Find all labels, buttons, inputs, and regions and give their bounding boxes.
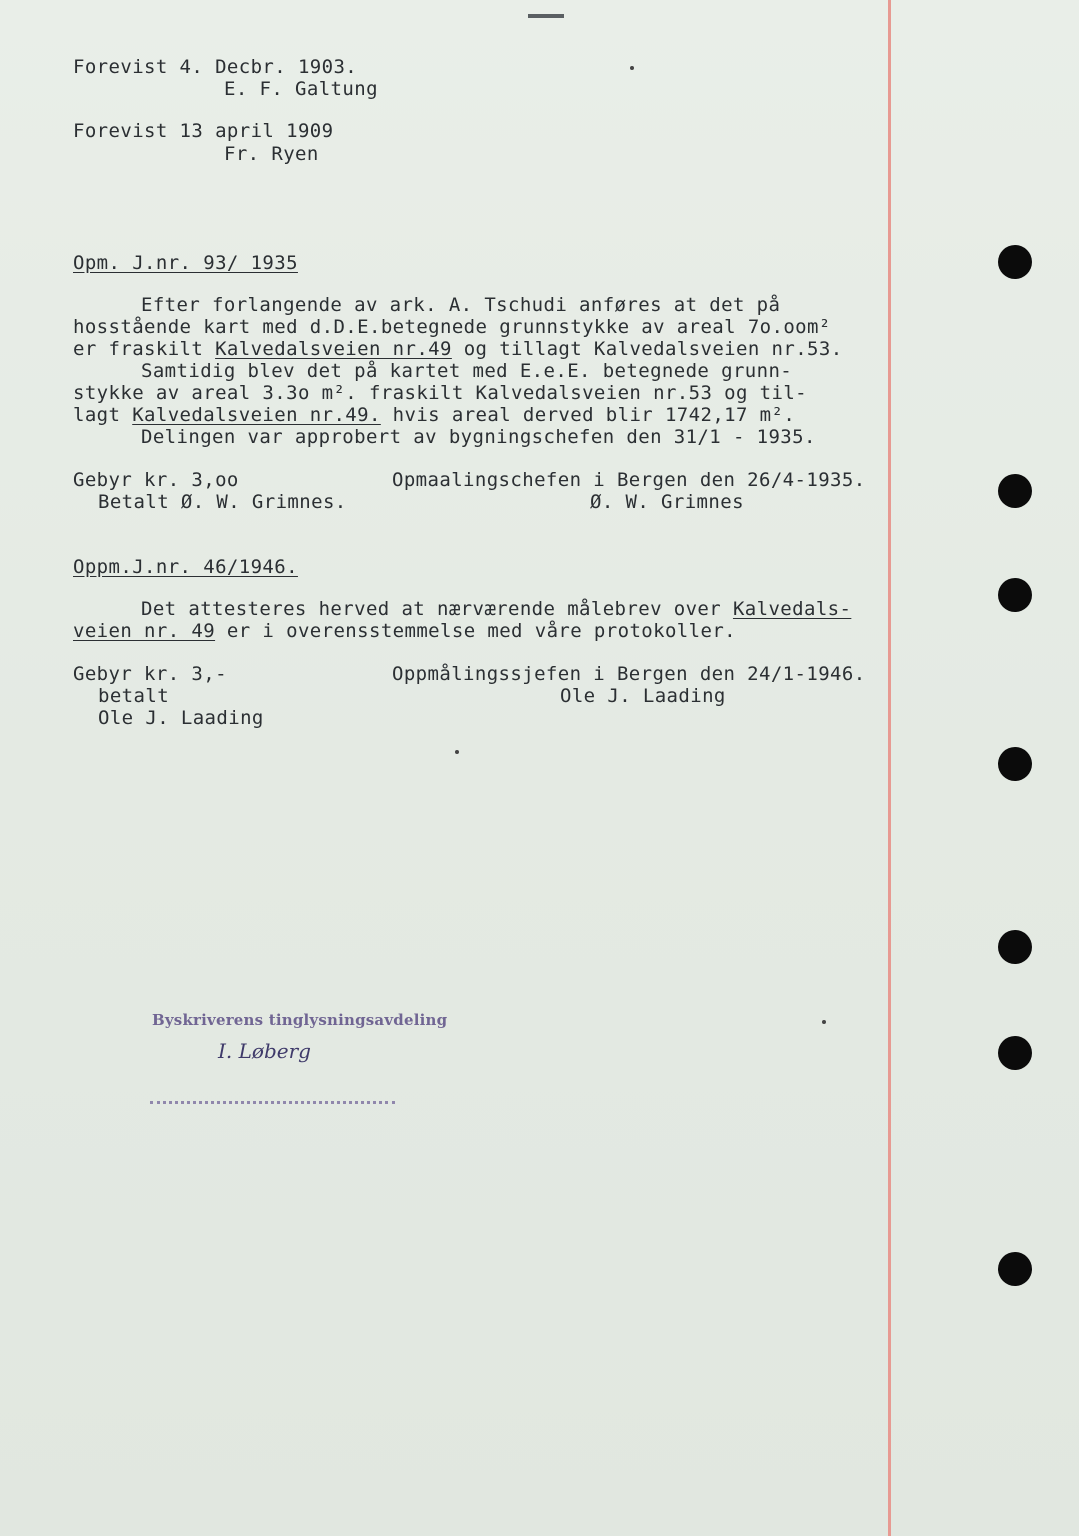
entry1-text-line: Efter forlangende av ark. A. Tschudi anføres at det på bbox=[141, 294, 781, 316]
ink-speck bbox=[630, 66, 634, 70]
entry1-address-underlined: Kalvedalsveien nr.49 bbox=[215, 338, 452, 360]
punch-hole bbox=[998, 1252, 1032, 1286]
entry1-text-line: hosstående kart med d.D.E.betegnede grunnstykke av areal 7o.oom² bbox=[73, 316, 831, 338]
entry1-office-date: Opmaalingschefen i Bergen den 26/4-1935. bbox=[392, 469, 866, 491]
entry2-fee: Gebyr kr. 3,- bbox=[73, 663, 227, 685]
punch-hole bbox=[998, 1036, 1032, 1070]
entry2-address-underlined: Kalvedals- bbox=[732, 598, 852, 620]
entry1-fee: Gebyr kr. 3,oo bbox=[73, 469, 239, 491]
header-line-3: Forevist 13 april 1909 bbox=[73, 120, 334, 142]
punch-hole bbox=[998, 930, 1032, 964]
entry2-text-segment: Det attesteres herved at nærværende målebrev over bbox=[141, 598, 733, 620]
entry1-paid: Betalt Ø. W. Grimnes. bbox=[98, 491, 347, 513]
registry-stamp bbox=[150, 1005, 448, 1115]
ink-speck bbox=[455, 750, 459, 754]
top-edge-mark bbox=[528, 14, 564, 18]
stamp-faded-line bbox=[150, 1087, 395, 1104]
stamp-signature: I. Løberg bbox=[218, 1039, 311, 1063]
entry2-signer: Ole J. Laading bbox=[560, 685, 726, 707]
entry1-text-segment: og tillagt Kalvedalsveien nr.53. bbox=[451, 338, 843, 360]
entry1-text-line: stykke av areal 3.3o m². fraskilt Kalvedalsveien nr.53 og til- bbox=[73, 382, 808, 404]
margin-line bbox=[888, 0, 891, 1536]
entry1-text-line: Delingen var approbert av bygningschefen den 31/1 - 1935. bbox=[141, 426, 816, 448]
entry1-reference: Opm. J.nr. 93/ 1935 bbox=[73, 252, 298, 274]
entry2-address-underlined: veien nr. 49 bbox=[73, 620, 216, 642]
entry2-text-line bbox=[141, 598, 851, 620]
header-line-2: E. F. Galtung bbox=[224, 78, 378, 100]
entry2-text-segment: er i overensstemmelse med våre protokoller. bbox=[215, 620, 736, 642]
entry2-reference: Oppm.J.nr. 46/1946. bbox=[73, 556, 298, 578]
entry1-text-line: Samtidig blev det på kartet med E.e.E. betegnede grunn- bbox=[141, 360, 793, 382]
stamp-title: Byskriverens tinglysningsavdeling bbox=[152, 1011, 448, 1029]
entry2-paid: betalt bbox=[98, 685, 170, 707]
entry1-text-line bbox=[73, 338, 843, 360]
entry1-text-segment: er fraskilt bbox=[73, 338, 216, 360]
entry1-text-segment: lagt bbox=[73, 404, 133, 426]
header-line-4: Fr. Ryen bbox=[224, 143, 319, 165]
punch-hole bbox=[998, 245, 1032, 279]
entry2-office-date: Oppmålingssjefen i Bergen den 24/1-1946. bbox=[392, 663, 866, 685]
ink-speck bbox=[822, 1020, 826, 1024]
punch-hole bbox=[998, 747, 1032, 781]
punch-hole bbox=[998, 474, 1032, 508]
entry1-text-line bbox=[73, 404, 795, 426]
header-line-1: Forevist 4. Decbr. 1903. bbox=[73, 56, 358, 78]
entry1-address-underlined: Kalvedalsveien nr.49. bbox=[132, 404, 381, 426]
entry2-paid-by: Ole J. Laading bbox=[98, 707, 264, 729]
entry1-signer: Ø. W. Grimnes bbox=[590, 491, 744, 513]
punch-hole bbox=[998, 578, 1032, 612]
entry1-text-segment: hvis areal derved blir 1742,17 m². bbox=[380, 404, 796, 426]
entry2-text-line bbox=[73, 620, 736, 642]
